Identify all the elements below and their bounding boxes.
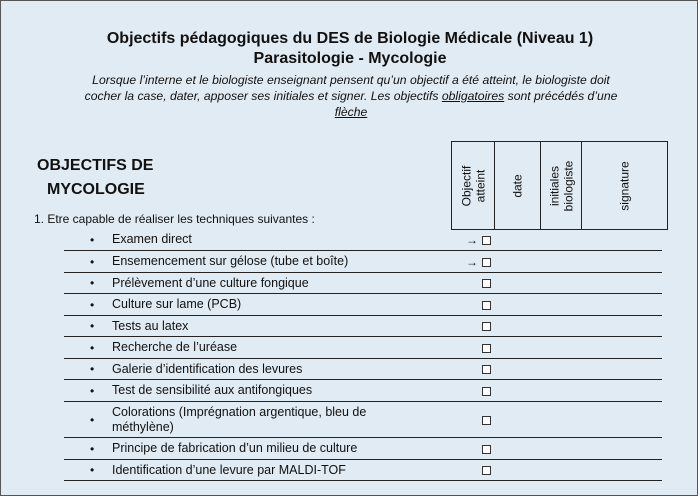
- objective-check-cell: [457, 341, 491, 355]
- bullet-icon: •: [90, 463, 95, 477]
- objective-label: Galerie d’identification des levures: [112, 361, 303, 376]
- objective-check-cell: [457, 362, 491, 376]
- mandatory-arrow-icon: →: [466, 232, 478, 247]
- objective-checkbox[interactable]: [482, 344, 491, 353]
- objective-checkbox[interactable]: [482, 258, 491, 267]
- objective-check-cell: [457, 298, 491, 312]
- column-header-initiales-line1: initiales: [547, 165, 562, 206]
- objective-check-cell: [457, 255, 491, 269]
- objective-checkbox[interactable]: [482, 236, 491, 245]
- objective-checkbox[interactable]: [482, 416, 491, 425]
- section-title: [37, 154, 153, 202]
- objective-checkbox[interactable]: [482, 322, 491, 331]
- bullet-icon: •: [90, 441, 95, 456]
- objective-check-cell: [457, 463, 491, 477]
- objective-checkbox[interactable]: [482, 279, 491, 288]
- bullet-icon: •: [90, 340, 95, 355]
- objective-label: Test de sensibilité aux antifongiques: [112, 383, 313, 397]
- column-header-date-label: date: [510, 173, 525, 198]
- section-title-line2: MYCOLOGIE: [47, 181, 145, 198]
- instructions-fleche: flèche: [334, 105, 368, 119]
- objective-checkbox[interactable]: [482, 387, 491, 396]
- bullet-icon: •: [90, 232, 95, 247]
- page-title: Objectifs pédagogiques du DES de Biologie Médicale (Niveau 1): [106, 30, 594, 47]
- column-header-atteint-line2: atteint: [473, 169, 487, 202]
- instructions-part2: sont précédés d’une: [504, 89, 618, 103]
- objective-label: Colorations (Imprégnation argentique, bleu de méthylène): [112, 404, 367, 434]
- objective-check-cell: [457, 276, 491, 290]
- objective-checkbox[interactable]: [482, 445, 491, 454]
- objective-check-cell: [457, 413, 491, 427]
- objective-row: [64, 337, 662, 359]
- column-header-initiales-line2: biologiste: [561, 160, 576, 211]
- objective-label: Prélèvement d’une culture fongique: [112, 275, 309, 290]
- objective-row: [64, 294, 662, 316]
- objective-check-cell: [457, 384, 491, 398]
- objective-label: Ensemencement sur gélose (tube et boîte): [112, 254, 349, 268]
- objective-label: Principe de fabrication d’un milieu de culture: [112, 441, 358, 455]
- objective-row: [64, 251, 662, 273]
- objective-checkbox[interactable]: [482, 365, 491, 374]
- mandatory-arrow-icon: →: [466, 254, 478, 269]
- objective-label: Culture sur lame (PCB): [112, 297, 242, 311]
- bullet-icon: •: [90, 319, 95, 333]
- objective-row: [64, 359, 662, 380]
- bullet-icon: •: [90, 383, 95, 398]
- objective-checkbox[interactable]: [482, 466, 491, 475]
- objectives-list: [64, 229, 662, 481]
- page-subtitle: Parasitologie - Mycologie: [253, 50, 447, 67]
- objective-label: Examen direct: [112, 232, 192, 246]
- objective-row: [64, 460, 662, 481]
- objective-check-cell: [457, 233, 491, 247]
- objective-label: Recherche de l’uréase: [112, 340, 238, 354]
- objective-label: Identification d’une levure par MALDI-TOF: [112, 462, 346, 477]
- instructions-part1: Lorsque l’interne et le biologiste enseignant pensent qu’un objectif a été atteint, le biologiste doit cocher la case, dater, apposer ses initiales et signer. Les objectifs: [84, 73, 610, 103]
- column-header-signature: [582, 141, 668, 230]
- bullet-icon: •: [90, 254, 95, 269]
- objective-row: [64, 316, 662, 337]
- objective-row: [64, 438, 662, 460]
- objective-checkbox[interactable]: [482, 301, 491, 310]
- column-header-atteint-line1: Objectif: [459, 165, 473, 206]
- bullet-icon: •: [90, 276, 95, 290]
- objective-check-cell: [457, 319, 491, 333]
- objective-row: [64, 273, 662, 294]
- bullet-icon: •: [90, 412, 95, 427]
- column-header-signature-label: signature: [617, 160, 632, 211]
- subheading: 1. Etre capable de réaliser les techniques suivantes :: [34, 212, 315, 226]
- bullet-icon: •: [90, 362, 95, 376]
- bullet-icon: •: [90, 297, 95, 312]
- column-header-objectif-atteint: [451, 141, 495, 230]
- objective-label: Tests au latex: [112, 318, 189, 333]
- instructions-obligatoires: obligatoires: [441, 89, 505, 103]
- objective-check-cell: [457, 442, 491, 456]
- objective-row: [64, 380, 662, 402]
- section-title-line1: OBJECTIFS DE: [37, 157, 154, 174]
- instructions-text: [75, 72, 627, 120]
- objective-row: [64, 402, 662, 438]
- column-header-initiales: [541, 141, 582, 230]
- column-header-date: [495, 141, 541, 230]
- objective-row: [64, 229, 662, 251]
